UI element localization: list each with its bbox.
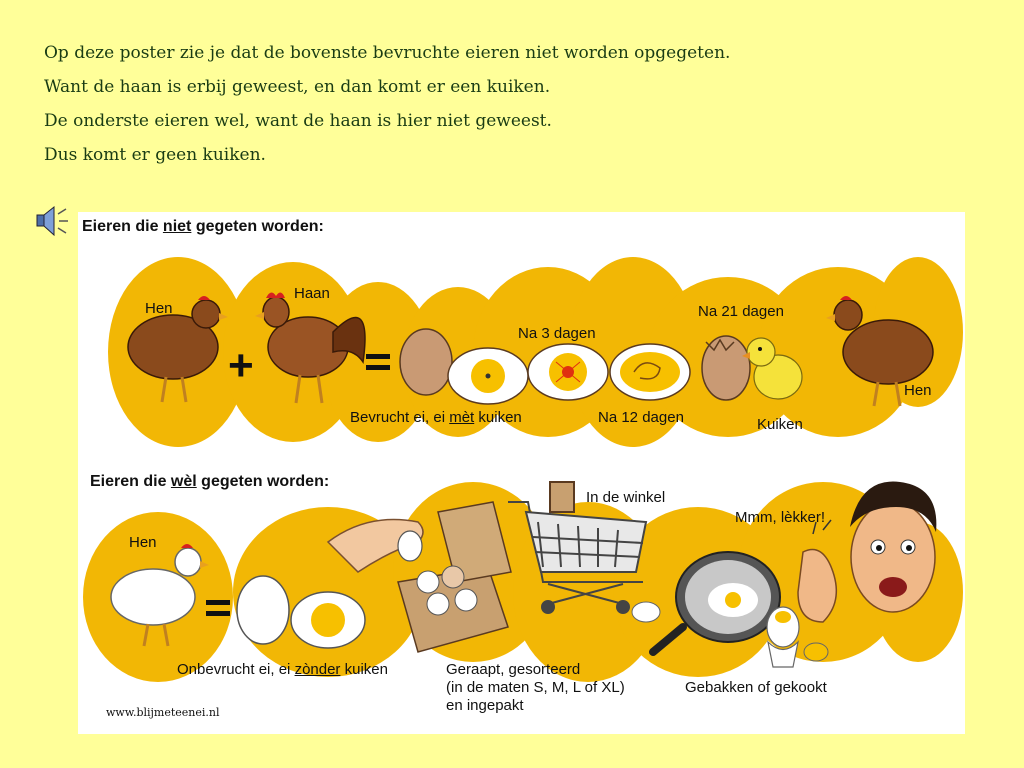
unfertilized-egg-icon [237,576,289,644]
label-fertilized: Bevrucht ei, ei mèt kuiken [350,409,522,426]
label-day12: Na 12 dagen [598,409,684,426]
label-day3: Na 3 dagen [518,325,596,342]
label-shop: In de winkel [586,489,666,506]
label-unfertilized: Onbevrucht ei, ei zònder kuiken [177,661,388,678]
intro-line-1: Op deze poster zie je dat de bovenste bevruchte eieren niet worden opgegeten. [44,43,731,63]
label-rooster: Haan [294,285,330,302]
intro-line-3: De onderste eieren wel, want de haan is hier niet geweest. [44,111,552,131]
egg-poster [78,212,965,734]
label-hen-end: Hen [904,382,932,399]
egg-cross-section-icon [448,348,528,404]
intro-line-2: Want de haan is erbij geweest, en dan komt er een kuiken. [44,77,551,97]
intro-text [44,36,730,172]
label-tasty: Mmm, lèkker! [735,509,825,526]
credit-url: www.blijmeteenei.nl [106,706,220,719]
speaker-icon[interactable] [34,204,70,238]
label-hen-top: Hen [145,300,173,317]
label-day21: Na 21 dagen [698,303,784,320]
heading-not-eaten: Eieren die niet gegeten worden: [82,218,324,235]
label-chick: Kuiken [757,416,803,433]
unfertilized-egg-cut-icon [291,592,365,648]
label-collected: Geraapt, gesorteerd (in de maten S, M, L of XL) en ingepakt [446,661,625,714]
label-hen-bottom: Hen [129,534,157,551]
egg-day12-icon [610,344,690,400]
hatched-egg-icon [702,336,750,400]
label-cooked: Gebakken of gekookt [685,679,827,696]
fertilized-egg-icon [400,329,452,395]
egg-day3-icon [528,344,608,400]
svg-text:+: + [228,341,254,390]
heading-eaten: Eieren die wèl gegeten worden: [90,473,330,490]
intro-line-4: Dus komt er geen kuiken. [44,145,266,165]
